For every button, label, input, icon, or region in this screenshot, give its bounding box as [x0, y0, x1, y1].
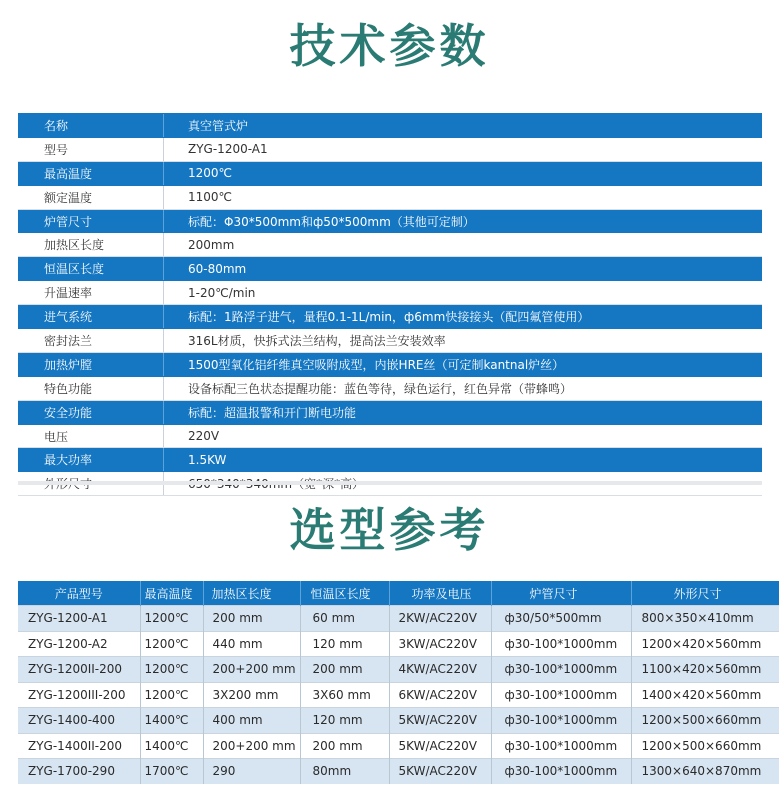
- table-cell: 1400℃: [140, 733, 203, 759]
- spec-value: 标配：Φ30*500mm和ф50*500mm（其他可定制）: [164, 209, 763, 233]
- table-cell: 3X60 mm: [300, 682, 389, 708]
- spec-value: ZYG-1200-A1: [164, 137, 763, 161]
- spec-label: 恒温区长度: [18, 257, 164, 281]
- spec-label: 升温速率: [18, 281, 164, 305]
- spec-row: [18, 114, 762, 138]
- table-cell: 1400×420×560mm: [631, 682, 779, 708]
- table-cell: 120 mm: [300, 631, 389, 657]
- spec-label: 电压: [18, 424, 164, 448]
- table-cell: 1100×420×560mm: [631, 657, 779, 683]
- table-cell: 1200×500×660mm: [631, 733, 779, 759]
- table-cell: 200 mm: [300, 733, 389, 759]
- table-cell: 200+200 mm: [203, 657, 300, 683]
- spec-row: [18, 161, 762, 185]
- table-row: [18, 759, 779, 784]
- spec-row: [18, 305, 762, 329]
- table-cell: ZYG-1200II-200: [18, 657, 140, 683]
- table-cell: 5KW/AC220V: [389, 759, 491, 784]
- table-cell: 3KW/AC220V: [389, 631, 491, 657]
- table-cell: 1200℃: [140, 657, 203, 683]
- table-cell: 800×350×410mm: [631, 606, 779, 632]
- spec-value: 1500型氧化铝纤维真空吸附成型，内嵌HRE丝（可定制kantnal炉丝）: [164, 352, 763, 376]
- spec-row: [18, 448, 762, 472]
- table-cell: 1200℃: [140, 682, 203, 708]
- table-cell: ф30-100*1000mm: [491, 733, 631, 759]
- table-cell: 440 mm: [203, 631, 300, 657]
- table-cell: 1400℃: [140, 708, 203, 734]
- spec-row: [18, 257, 762, 281]
- table-cell: 200 mm: [300, 657, 389, 683]
- spec-table: [18, 113, 762, 496]
- spec-value: 1100℃: [164, 185, 763, 209]
- spec-label: 最大功率: [18, 448, 164, 472]
- spec-label: 安全功能: [18, 400, 164, 424]
- spec-label: 炉管尺寸: [18, 209, 164, 233]
- column-header: 加热区长度: [203, 581, 300, 606]
- table-cell: ZYG-1200-A2: [18, 631, 140, 657]
- model-table: [18, 581, 779, 784]
- spec-row: [18, 376, 762, 400]
- tech-params-title: 技术参数: [289, 19, 490, 73]
- spec-value: 标配：超温报警和开门断电功能: [164, 400, 763, 424]
- table-cell: 200+200 mm: [203, 733, 300, 759]
- spec-label: 型号: [18, 137, 164, 161]
- table-cell: 1200℃: [140, 631, 203, 657]
- table-cell: 400 mm: [203, 708, 300, 734]
- spec-value: 1200℃: [164, 161, 763, 185]
- spec-value: 设备标配三色状态提醒功能：蓝色等待，绿色运行，红色异常（带蜂鸣）: [164, 376, 763, 400]
- table-row: [18, 733, 779, 759]
- spec-row: [18, 209, 762, 233]
- column-header: 产品型号: [18, 581, 140, 606]
- spec-row: [18, 352, 762, 376]
- spec-label: 加热炉膛: [18, 352, 164, 376]
- spec-row: [18, 137, 762, 161]
- table-cell: ф30-100*1000mm: [491, 759, 631, 784]
- spec-row: [18, 185, 762, 209]
- table-row: [18, 631, 779, 657]
- spec-value: 200mm: [164, 233, 763, 257]
- spec-row: [18, 233, 762, 257]
- table-cell: 1200×420×560mm: [631, 631, 779, 657]
- spec-row: [18, 281, 762, 305]
- spec-label: 名称: [18, 114, 164, 138]
- table-cell: 200 mm: [203, 606, 300, 632]
- column-header: 外形尺寸: [631, 581, 779, 606]
- table-cell: ф30-100*1000mm: [491, 631, 631, 657]
- table-cell: 1200×500×660mm: [631, 708, 779, 734]
- table-cell: 1200℃: [140, 606, 203, 632]
- column-header: 最高温度: [140, 581, 203, 606]
- table-cell: 3X200 mm: [203, 682, 300, 708]
- spec-label: 加热区长度: [18, 233, 164, 257]
- table-row: [18, 606, 779, 632]
- spec-row: [18, 400, 762, 424]
- spec-label: 最高温度: [18, 161, 164, 185]
- spec-value: 60-80mm: [164, 257, 763, 281]
- table-cell: ZYG-1200-A1: [18, 606, 140, 632]
- table-cell: ZYG-1200III-200: [18, 682, 140, 708]
- spec-label: 进气系统: [18, 305, 164, 329]
- column-header: 功率及电压: [389, 581, 491, 606]
- table-cell: 1300×640×870mm: [631, 759, 779, 784]
- table-cell: 1700℃: [140, 759, 203, 784]
- table-cell: 60 mm: [300, 606, 389, 632]
- table-row: [18, 708, 779, 734]
- table-cell: 80mm: [300, 759, 389, 784]
- spec-row: [18, 424, 762, 448]
- spec-value: 1.5KW: [164, 448, 763, 472]
- spec-value: 220V: [164, 424, 763, 448]
- model-table-header: [18, 581, 779, 606]
- table-cell: ZYG-1400-400: [18, 708, 140, 734]
- table-row: [18, 682, 779, 708]
- table-cell: 4KW/AC220V: [389, 657, 491, 683]
- column-header: 恒温区长度: [300, 581, 389, 606]
- selection-title: 选型参考: [289, 503, 490, 557]
- table-cell: 120 mm: [300, 708, 389, 734]
- table-cell: ф30-100*1000mm: [491, 708, 631, 734]
- spec-label: 密封法兰: [18, 329, 164, 353]
- spec-label: 特色功能: [18, 376, 164, 400]
- spec-value: 标配：1路浮子进气，量程0.1-1L/min，ф6mm快接接头（配四氟管使用）: [164, 305, 763, 329]
- spec-label: 额定温度: [18, 185, 164, 209]
- table-cell: 2KW/AC220V: [389, 606, 491, 632]
- table-cell: ф30/50*500mm: [491, 606, 631, 632]
- table-cell: 290: [203, 759, 300, 784]
- spec-table-shadow: [18, 481, 762, 485]
- spec-row: [18, 329, 762, 353]
- table-cell: 5KW/AC220V: [389, 708, 491, 734]
- table-cell: 5KW/AC220V: [389, 733, 491, 759]
- table-cell: 6KW/AC220V: [389, 682, 491, 708]
- spec-value: 316L材质，快拆式法兰结构，提高法兰安装效率: [164, 329, 763, 353]
- column-header: 炉管尺寸: [491, 581, 631, 606]
- table-row: [18, 657, 779, 683]
- spec-value: 1-20℃/min: [164, 281, 763, 305]
- table-cell: ZYG-1700-290: [18, 759, 140, 784]
- table-cell: ф30-100*1000mm: [491, 682, 631, 708]
- spec-value: 真空管式炉: [164, 114, 763, 138]
- table-cell: ZYG-1400II-200: [18, 733, 140, 759]
- table-cell: ф30-100*1000mm: [491, 657, 631, 683]
